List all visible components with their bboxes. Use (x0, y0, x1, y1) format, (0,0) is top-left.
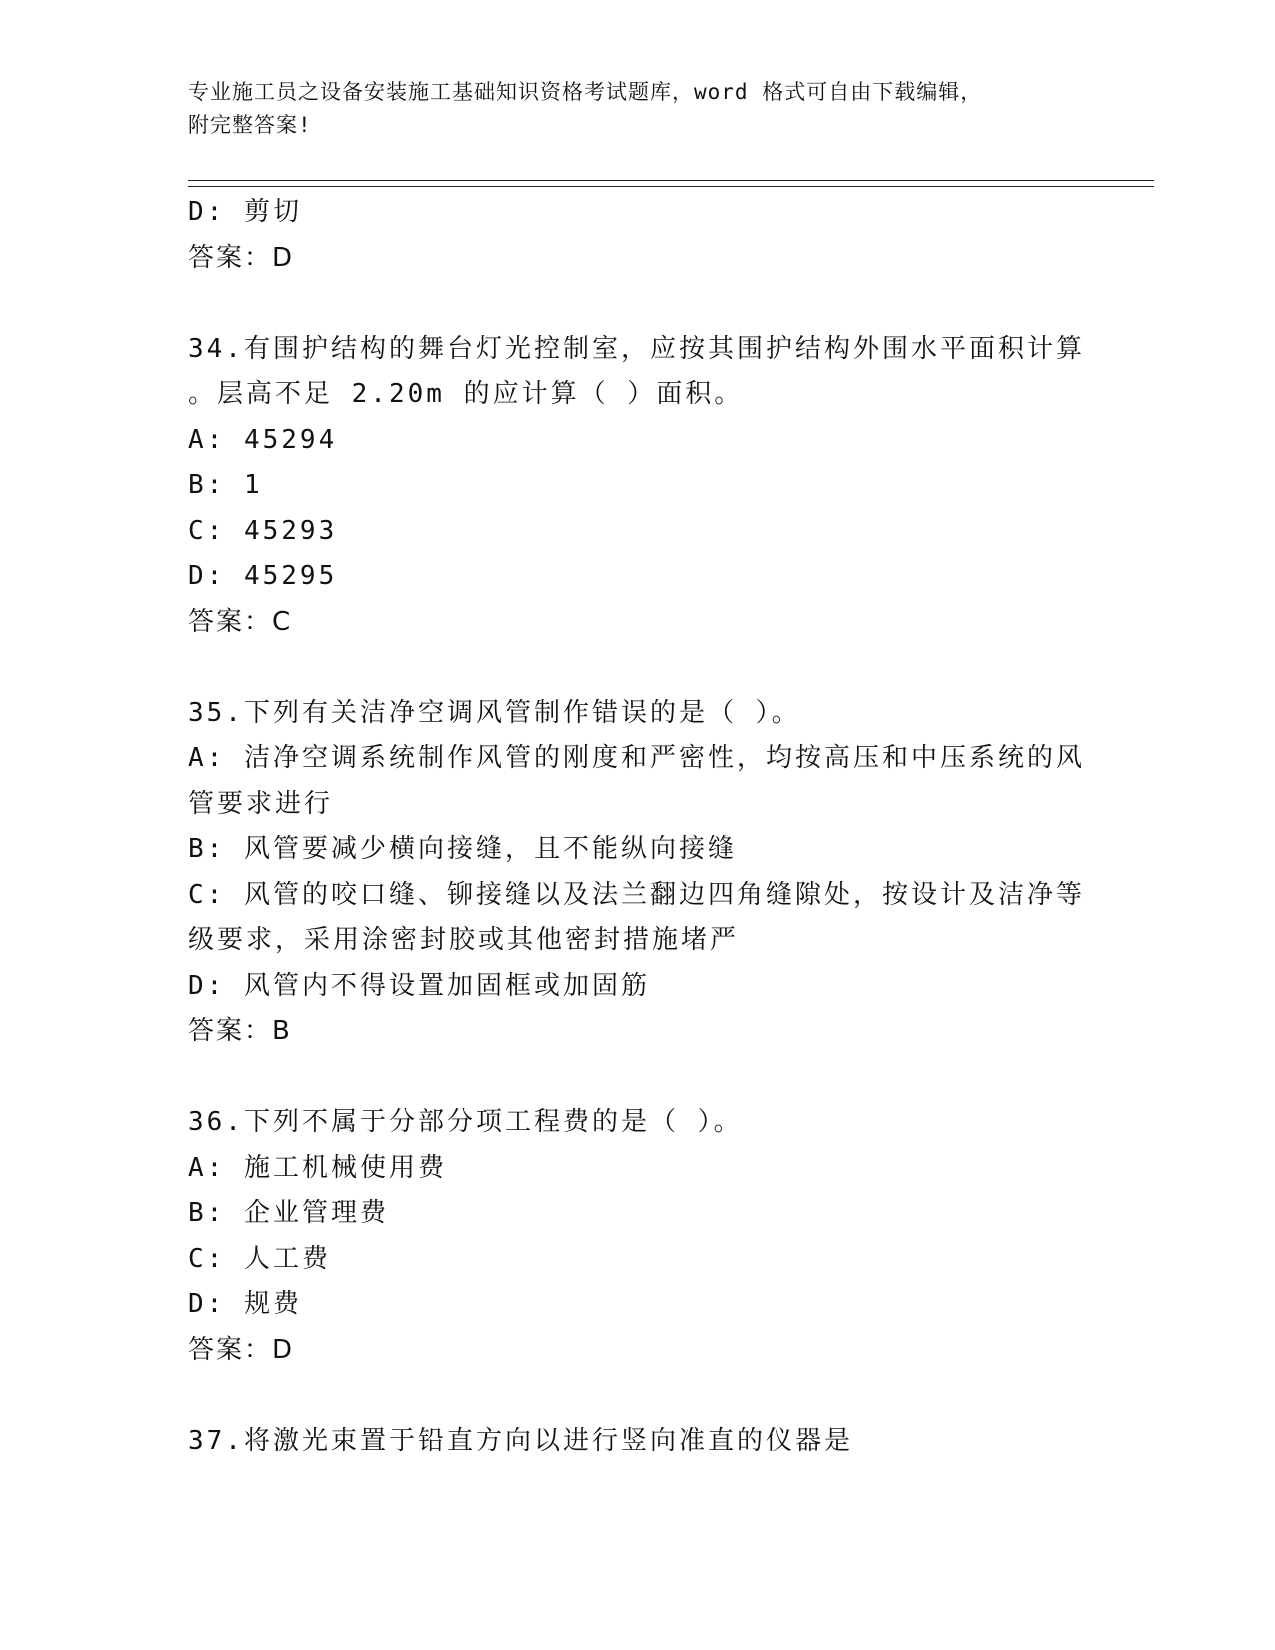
option-d: D: 规费 (188, 1289, 302, 1319)
header-line-1: 专业施工员之设备安装施工基础知识资格考试题库，word 格式可自由下载编辑， (188, 80, 983, 104)
option-b: B: 风管要减少横向接缝，且不能纵向接缝 (188, 834, 737, 864)
answer-line: 答案：B (188, 1016, 292, 1046)
question-36 (188, 1100, 1088, 1373)
question-34 (188, 327, 1088, 646)
option-d: D: 剪切 (188, 197, 302, 227)
option-c: C: 风管的咬口缝、铆接缝以及法兰翻边四角缝隙处，按设计及洁净等 (188, 879, 1085, 910)
header-divider (188, 180, 1154, 187)
option-d: D: 45295 (188, 561, 338, 591)
answer-line: 答案：D (188, 1334, 295, 1365)
option-c-continued: 级要求，采用涂密封胶或其他密封措施堵严 (188, 925, 740, 955)
question-stem: 34.有围护结构的舞台灯光控制室，应按其围护结构外围水平面积计算 (188, 333, 1085, 364)
answer-line: 答案：C (188, 606, 293, 637)
spacer (188, 281, 1088, 327)
question-stem-continued: 。层高不足 2.20m 的应计算（ ）面积。 (188, 379, 744, 409)
document-header (188, 76, 1068, 142)
question-35 (188, 691, 1088, 1055)
question-33-tail (188, 190, 1088, 281)
question-list (188, 190, 1088, 1464)
option-a: A: 施工机械使用费 (188, 1152, 447, 1183)
answer-line: 答案：D (188, 242, 295, 273)
option-a: A: 45294 (188, 424, 338, 455)
option-c: C: 人工费 (188, 1243, 331, 1274)
spacer (188, 645, 1088, 691)
option-a-continued: 管要求进行 (188, 788, 334, 819)
option-a: A: 洁净空调系统制作风管的刚度和严密性，均按高压和中压系统的风 (188, 743, 1085, 773)
question-stem: 37.将激光束置于铅直方向以进行竖向准直的仪器是 (188, 1425, 853, 1456)
option-b: B: 企业管理费 (188, 1198, 389, 1228)
question-37 (188, 1419, 1088, 1465)
question-stem: 36.下列不属于分部分项工程费的是（ ）。 (188, 1107, 743, 1137)
option-b: B: 1 (188, 470, 263, 500)
question-stem: 35.下列有关洁净空调风管制作错误的是（ ）。 (188, 697, 801, 728)
spacer (188, 1055, 1088, 1101)
header-line-2: 附完整答案! (188, 113, 312, 137)
option-d: D: 风管内不得设置加固框或加固筋 (188, 970, 650, 1001)
option-c: C: 45293 (188, 515, 338, 546)
spacer (188, 1373, 1088, 1419)
